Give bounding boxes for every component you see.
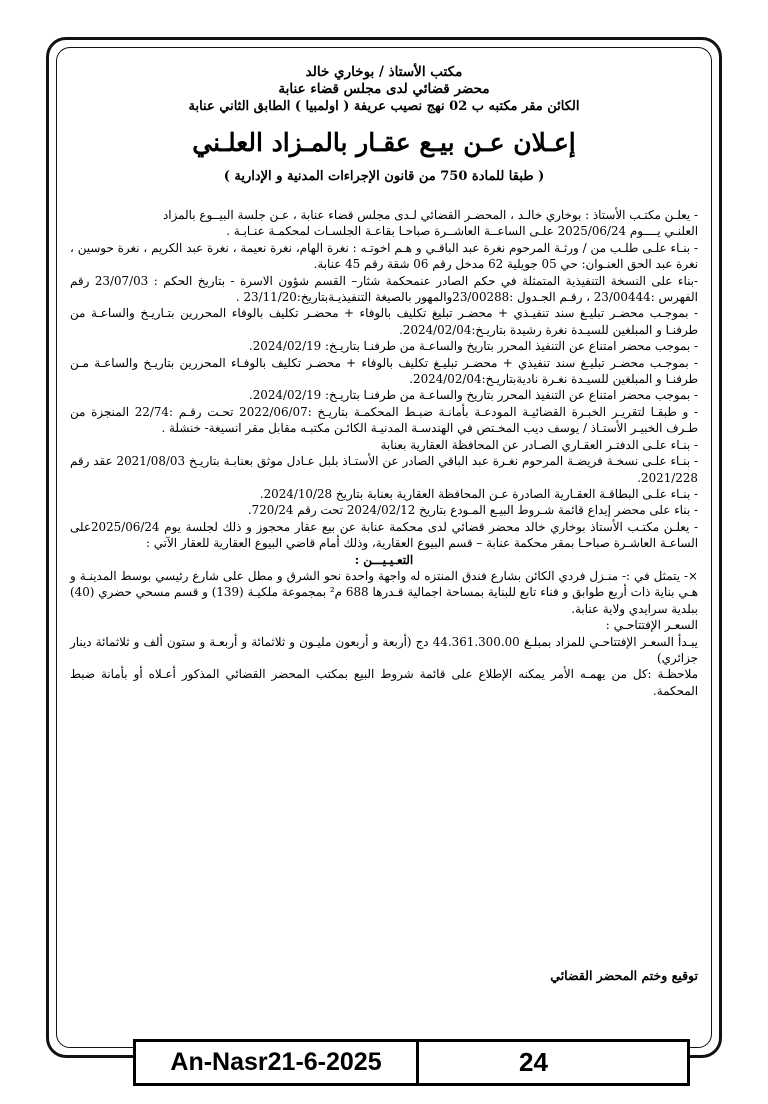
office-role: محضر قضائي لدى مجلس قضاء عنابة (278, 81, 490, 97)
newspaper-name: An-Nasr21-6-2025 (170, 1048, 382, 1076)
paragraph: - بموجـب محضـر تبليـغ سند تنفيـذي + محضـر تبليغ تكليف بالوفاء + محضـر تكليف بالوفاء المحررين بتـاريـخ والساعـة من طرفنـا و المبلغين للسيـدة نغرة رشيدة بتاريـخ:2024/02/04. (70, 306, 698, 337)
paragraph: - بنـاء علـى البطاقـة العقـارية الصادرة عـن المحافظة العقارية بعنابة بتاريخ 2024/10/28. (259, 486, 698, 501)
paragraph: - بنـاء علـى طلـب من / ورثـة المرحوم نغرة عبد الباقـي و هـم اخوتـه : نغرة الهام، نغرة نعيمة ، نغرة عبد الكريم ، نغرة حوسين ، نغرة عبد الحق العنـوان: حي 05 جويلية 62 مدخل رقم 06 شقة رقم 45 عنابة. (70, 240, 698, 272)
paragraph: - بموجـب محضـر تبليـغ سند تنفيذي + محضـر تبليـغ تكليف بالوفاء + محضـر تكليف بالوفـاء المحررين بتاريـخ والساعـة مـن طرفنـا و المبلغين للسيـدة نغـرة ناديةبتاريـخ:2024/02/04. (70, 355, 698, 387)
page-footer (133, 1039, 690, 1086)
paragraph: - بنـاء علـى نسخـة فريضـة المرحوم نغـرة عبد الباقي الصادر عن الأستـاذ بلبل عـادل موثق بعنابـة بتاريـخ 2021/08/03 عقد رقم 2021/228. (70, 454, 698, 485)
notice-subtitle: ( طبقا للمادة 750 من قانون الإجراءات المدنية و الإدارية ) (223, 169, 545, 184)
note-paragraph: ملاحظـة :كل من يهمـه الأمر يمكنه الإطلاع على قائمة شروط البيع بمكتب المحضر القضائي المذكور أعـلاه أو بأمانة ضبط المحكمة. (70, 667, 698, 698)
paragraph: -بناء على النسخة التنفيذية المتمثلة في حكم الصادر عنمحكمة شثار– القسم شؤون الاسرة - بتاريخ الحكم : 23/07/03 رقم الفهرس :23/00444 ، رقـم الجـدول :23/00288والمهور بالصيغة التنفيذيـةبتاريخ:23/11/20 . (70, 273, 698, 305)
page-number: 24 (519, 1047, 548, 1077)
paragraph: - بنـاء علـى الدفتـر العقـاري الصـادر عن المحافظة العقارية بعنابة (380, 437, 698, 452)
notice-title: إعـلان عـن بيـع عقـار بالمـزاد العلـني (192, 128, 576, 157)
paragraph: - يعلـن مكتـب الأستاذ بوخاري خالد محضر قضائي لدى محكمة عنابة عن بيع عقار محجوز و ذلك لجلسة يوم 2025/06/24على الساعـة العاشـرة صباحـا بمقر محكمة عنابة – قسم البيوع العقارية، وذلك أمام قاضي البيوع العقارية للعقار الآتي : (70, 519, 698, 551)
office-name: مكتب الأستاذ / بوخاري خالد (305, 64, 463, 80)
signature-line: توقيع وختم المحضر القضائي (550, 968, 698, 983)
designation-paragraph: ×- يتمثل في :- منـزل فردي الكائن بشارع فندق المنتزه له واجهة واحدة نحو الشرق و مطل على شارع رئيسي بوسط المدينـة و هـي بناية ذات أربع طوابق و فناء تابع للبناية بمساحة اجمالية قـدرها 688 م² بمجموعة ملكيـة (139) و قسم مسحي حضري (40) ببلدية سرايدي ولاية عنابة. (70, 568, 698, 616)
opening-price-label: السعـر الإفتتاحـي : (605, 618, 698, 633)
notice-body (70, 207, 698, 699)
paragraph: - يعلـن مكتـب الأستاذ : بوخاري خالـد ، المحضـر القضائي لـدى مجلس قضاء عنابة ، عـن جلسة البيــوع بالمزاد (162, 208, 698, 222)
paragraph: العلنـي يــــوم 2025/06/24 علـى الساعــة العاشــرة صباحـا بقاعـة الجلسـات لمحكمـة عنـابـة . (226, 224, 698, 239)
paragraph: - بموجب محضر امتناع عن التنفيذ المحرر بتاريخ والساعـة من طرفنـا بتاريـخ: 2024/02/19. (248, 388, 698, 403)
paragraph: - و طبقـا لتقريـر الخبـرة القضائيـة المودعـة بأمانـة ضبـط المحكمـة بتاريـخ :2022/06/07 تحـت رقـم :22/74 المنجزة من طـرف الخبيـر الأستـاذ / يوسف ديب المخـتص في الهندسـة المدنيـة الكائـن مكتبـه مقابل مقر انسيغة- خنشلة . (70, 404, 698, 436)
opening-price-text: يبـدأ السعـر الإفتتاحـي للمزاد بمبلـغ 44.361.300.00 دج (أربعة و أربعون مليـون و ثلاثمائة و أربعـة و ستون ألف و ثلاثمائة دينار جزائري) (70, 634, 698, 665)
paragraph: - بناء على محضر إيداع قائمة شـروط البيـع المـودع بتاريخ 2024/02/12 تحت رقم 720/24. (247, 503, 698, 518)
paragraph: - بموجب محضر امتناع عن التنفيذ المحرر بتاريخ والساعـة من طرفنـا بتاريـخ: 2024/02/19. (248, 339, 698, 354)
office-address: الكائن مقر مكتبه ب 02 نهج نصيب عريفة ( اولمبيا ) الطابق الثاني عنابة (188, 99, 580, 114)
designation-title: التعـيـيـــن : (354, 552, 414, 567)
